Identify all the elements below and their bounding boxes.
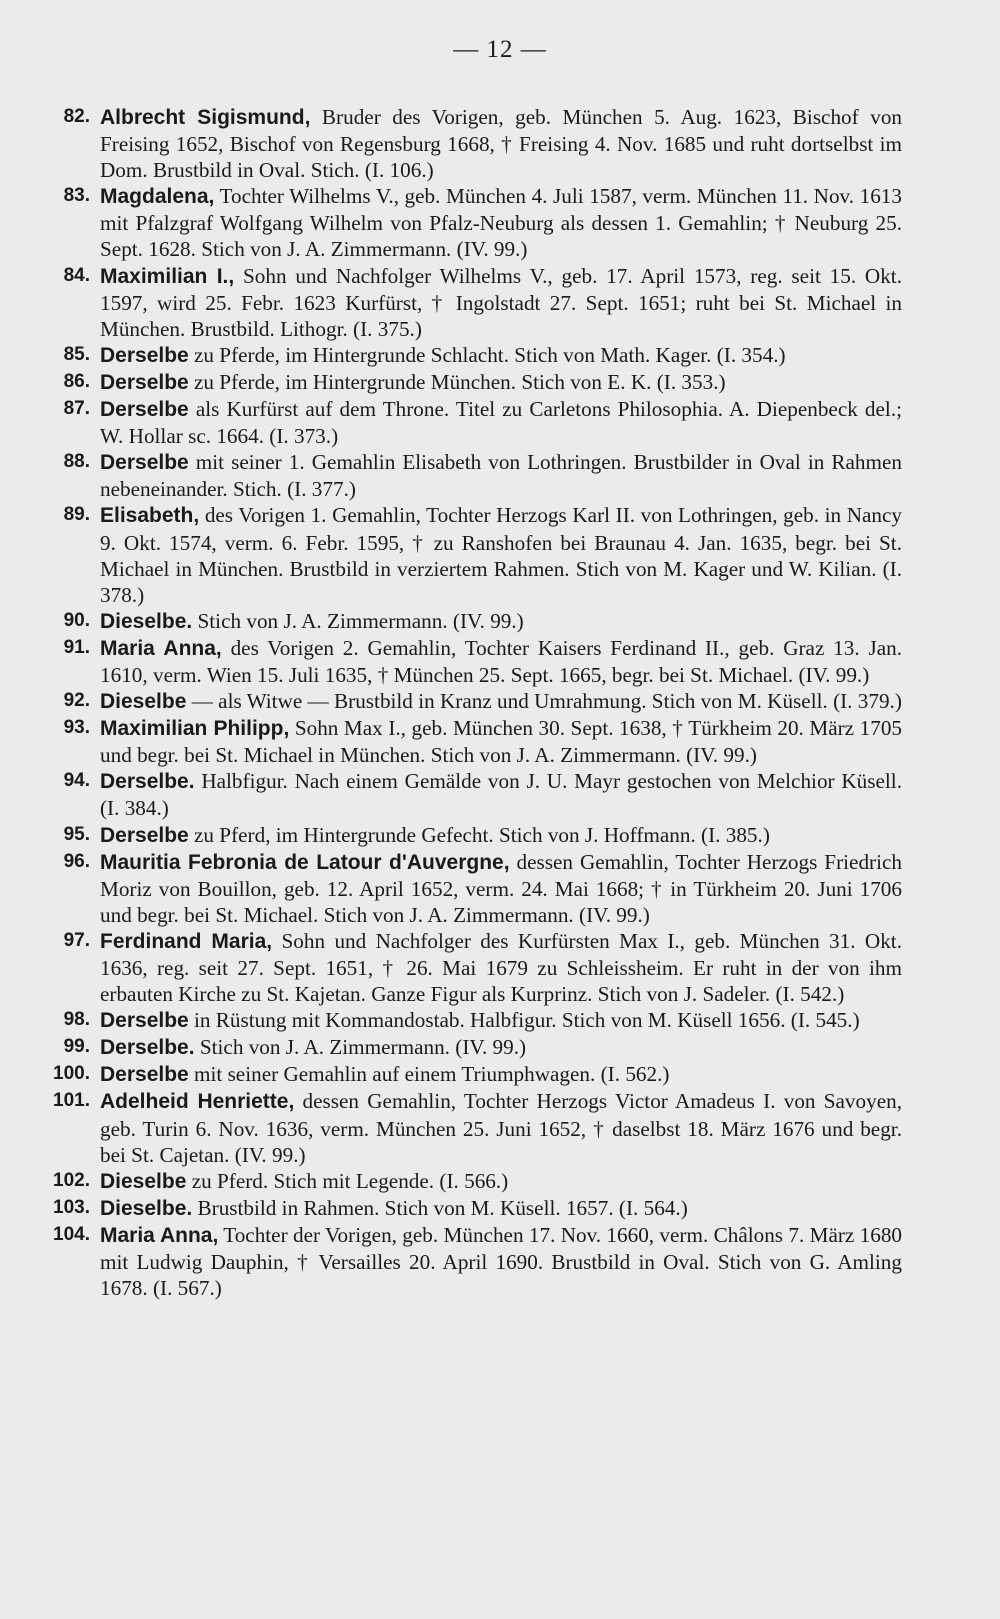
entry-name: Albrecht Sigismund, (100, 106, 311, 129)
entry-name: Derselbe (100, 370, 189, 394)
entry-text (100, 342, 902, 369)
entry-description: Stich von J. A. Zimmermann. (IV. 99.) (194, 1035, 527, 1060)
entry-text (100, 688, 902, 715)
entry-number: 98. (63, 1009, 90, 1031)
entry-name: Derselbe (100, 451, 189, 475)
entry-text (100, 715, 902, 768)
entry-description: Stich von J. A. Zimmermann. (IV. 99.) (192, 608, 524, 633)
entry-description: Halbfigur. Nach einem Gemälde von J. U. Mayr gestochen von Melchior Küsell. (I. 384.) (100, 769, 902, 821)
catalog-entry (40, 342, 902, 369)
page-number: — 12 — (453, 36, 547, 63)
catalog-entry (40, 1007, 902, 1034)
catalog-entry (40, 635, 902, 688)
entry-text (100, 635, 902, 688)
entry-text (100, 502, 902, 607)
catalog-entry (40, 768, 902, 821)
entry-name: Maria Anna, (100, 636, 222, 660)
entry-number: 86. (63, 370, 90, 392)
entry-text (100, 822, 902, 849)
entry-number: 103. (53, 1196, 90, 1218)
entry-number: 95. (63, 823, 90, 845)
catalog-entry (40, 715, 902, 768)
entry-number: 93. (63, 717, 90, 739)
entry-description: Tochter Wilhelms V., geb. München 4. Juli 1587, verm. München 11. Nov. 1613 mit Pfalzgraf Wolfgang Wilhelm von Pfalz-Neuburg als dessen 1. Gemahlin; † Neuburg 25. Sept. 1628. Stich von J. A. Zimmermann. (IV. 99.) (100, 184, 902, 262)
entry-name: Derselbe (100, 1009, 189, 1033)
catalog-entry (40, 1088, 902, 1167)
entry-description: mit seiner 1. Gemahlin Elisabeth von Lothringen. Brustbilder in Oval in Rahmen nebeneinander. Stich. (I. 377.) (100, 450, 902, 502)
entry-text (100, 1195, 902, 1222)
entry-number: 90. (63, 609, 90, 631)
entry-number: 88. (63, 451, 90, 473)
entry-text (100, 849, 902, 928)
entry-name: Dieselbe (100, 690, 187, 714)
entry-name: Magdalena, (100, 185, 215, 209)
entry-name: Adelheid Henriette, (100, 1090, 295, 1114)
entry-description: zu Pferde, im Hintergrunde München. Stich von E. K. (I. 353.) (188, 369, 726, 394)
entry-text (100, 608, 902, 635)
entry-number: 83. (63, 185, 90, 207)
entry-number: 92. (63, 690, 90, 712)
entry-number: 87. (63, 398, 90, 420)
entry-name: Ferdinand Maria, (100, 929, 273, 953)
entry-description: — als Witwe — Brustbild in Kranz und Umrahmung. Stich von M. Küsell. (I. 379.) (186, 689, 902, 714)
entry-text (100, 369, 902, 396)
entry-text (100, 183, 902, 262)
entry-text (100, 1168, 902, 1195)
entry-text (100, 1088, 902, 1167)
entry-number: 94. (63, 770, 90, 792)
catalog-entry (40, 1222, 902, 1301)
entry-text (100, 1007, 902, 1034)
entry-number: 100. (53, 1063, 90, 1085)
catalog-entry (40, 822, 902, 849)
entry-description: Brustbild in Rahmen. Stich von M. Küsell. 1657. (I. 564.) (192, 1195, 688, 1220)
catalog-entry (40, 849, 902, 928)
entry-description: zu Pferd. Stich mit Legende. (I. 566.) (186, 1168, 509, 1193)
catalog-entry (40, 1034, 902, 1061)
catalog-entry (40, 369, 902, 396)
catalog-entry (40, 449, 902, 502)
entry-description: Tochter der Vorigen, geb. München 17. Nov. 1660, verm. Châlons 7. März 1680 mit Ludwig Dauphin, † Versailles 20. April 1690. Brustbild in Oval. Stich von G. Amling 1678. (I. 567.) (100, 1222, 903, 1301)
catalog-entry (40, 1195, 902, 1222)
entry-description: des Vorigen 1. Gemahlin, Tochter Herzogs Karl II. von Lothringen, geb. in Nancy 9. Okt. 1574, verm. 6. Febr. 1595, † zu Ranshofen bei Braunau 4. Jan. 1635, begr. bei St. Michael in München. Brustbild in verziertem Rahmen. Stich von M. Kager und W. Kilian. (I. 378.) (100, 503, 902, 607)
entry-description: zu Pferd, im Hintergrunde Gefecht. Stich von J. Hoffmann. (I. 385.) (188, 822, 770, 847)
entry-name: Maria Anna, (100, 1223, 219, 1247)
entry-name: Maximilian I., (100, 264, 235, 288)
catalog-entry (40, 1061, 902, 1088)
entry-text (100, 768, 902, 821)
entry-text (100, 1061, 902, 1088)
entry-description: mit seiner Gemahlin auf einem Triumphwagen. (I. 562.) (188, 1062, 670, 1087)
entry-name: Maximilian Philipp, (100, 717, 290, 741)
entry-text (100, 1034, 902, 1061)
entry-name: Derselbe. (100, 1036, 195, 1060)
entry-number: 85. (63, 343, 90, 365)
entry-name: Derselbe (100, 398, 189, 422)
entry-name: Derselbe (100, 1063, 189, 1087)
entry-description: Sohn Max I., geb. München 30. Sept. 1638, † Türkheim 20. März 1705 und begr. bei St. Michael in München. Stich von J. A. Zimmermann. (IV. 99.) (100, 716, 903, 768)
entry-description: Sohn und Nachfolger des Kurfürsten Max I., geb. München 31. Okt. 1636, reg. seit 27. Sept. 1651, † 26. Mai 1679 zu Schleissheim. Er ruht in der von ihm erbauten Kirche zu St. Kajetan. Ganze Figur als Kurprinz. Stich von J. Sadeler. (I. 542.) (100, 928, 902, 1007)
entry-text (100, 263, 902, 342)
entry-number: 99. (63, 1036, 90, 1058)
entry-name: Dieselbe (100, 1169, 187, 1193)
entry-description: Sohn und Nachfolger Wilhelms V., geb. 17. April 1573, reg. seit 15. Okt. 1597, wird 25. Febr. 1623 Kurfürst, † Ingolstadt 27. Sept. 1651; ruht bei St. Michael in München. Brustbild. Lithogr. (I. 375.) (100, 263, 902, 341)
catalog-entry (40, 928, 902, 1007)
entry-text (100, 396, 902, 449)
catalog-entries (40, 104, 902, 1301)
entry-name: Dieselbe. (100, 1196, 193, 1220)
catalog-entry (40, 502, 902, 607)
entry-name: Dieselbe. (100, 609, 193, 633)
entry-number: 82. (63, 106, 90, 127)
entry-number: 84. (63, 264, 90, 286)
catalog-entry (40, 396, 902, 449)
entry-description: in Rüstung mit Kommandostab. Halbfigur. Stich von M. Küsell 1656. (I. 545.) (188, 1008, 860, 1033)
entry-number: 96. (63, 850, 90, 872)
entry-description: des Vorigen 2. Gemahlin, Tochter Kaisers Ferdinand II., geb. Graz 13. Jan. 1610, verm. Wien 15. Juli 1635, † München 25. Sept. 1665, begr. bei St. Michael. (IV. 99.) (100, 635, 903, 687)
entry-description: dessen Gemahlin, Tochter Herzogs Friedrich Moriz von Bouillon, geb. 12. April 1652, verm. 24. Mai 1668; † in Türkheim 20. Juni 1706 und begr. bei St. Michael. Stich von J. A. Zimmermann. (IV. 99.) (100, 849, 902, 927)
entry-number: 102. (53, 1169, 90, 1191)
entry-description: zu Pferde, im Hintergrunde Schlacht. Stich von Math. Kager. (I. 354.) (188, 342, 786, 367)
catalog-entry (40, 608, 902, 635)
catalog-entry (40, 688, 902, 715)
entry-name: Derselbe (100, 823, 189, 847)
entry-number: 101. (53, 1090, 90, 1112)
entry-number: 97. (63, 929, 90, 951)
entry-text (100, 928, 902, 1007)
entry-name: Elisabeth, (100, 504, 200, 528)
entry-number: 91. (63, 636, 90, 658)
catalog-entry (40, 104, 902, 183)
entry-description: als Kurfürst auf dem Throne. Titel zu Carletons Philosophia. A. Diepenbeck del.; W. Hollar sc. 1664. (I. 373.) (100, 397, 902, 449)
catalog-entry (40, 183, 902, 262)
entry-number: 104. (53, 1223, 90, 1245)
entry-name: Mauritia Febronia de Latour d'Auvergne, (100, 850, 510, 874)
entry-description: Bruder des Vorigen, geb. München 5. Aug. 1623, Bischof von Freising 1652, Bischof von Regensburg 1668, † Freising 4. Nov. 1685 und ruht dortselbst im Dom. Brustbild in Oval. Stich. (I. 106.) (100, 105, 903, 183)
entry-name: Derselbe. (100, 770, 195, 794)
catalog-entry (40, 1168, 902, 1195)
entry-name: Derselbe (100, 343, 189, 367)
entry-description: dessen Gemahlin, Tochter Herzogs Victor Amadeus I. von Savoyen, geb. Turin 6. Nov. 1636, verm. München 25. Juni 1652, † daselbst 18. März 1676 und begr. bei St. Cajetan. (IV. 99.) (100, 1089, 902, 1167)
entry-number: 89. (63, 504, 90, 526)
entry-text (100, 1222, 902, 1301)
entry-text (100, 449, 902, 502)
entry-text (100, 104, 902, 183)
catalog-entry (40, 263, 902, 342)
